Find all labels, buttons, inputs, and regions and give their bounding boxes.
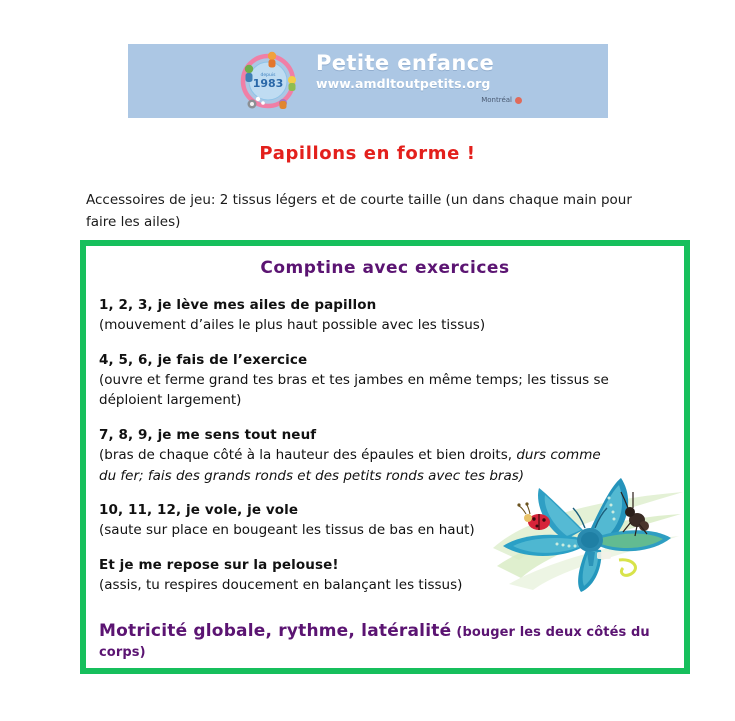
site-banner: [128, 44, 608, 118]
skills-footer-strong: Motricité globale, rythme, latéralité: [99, 621, 452, 641]
rhyme-box: [80, 240, 690, 674]
verse-item: [99, 426, 674, 486]
verse-title: 10, 11, 12, je vole, je vole: [99, 502, 299, 519]
logo-figure-orange: [268, 52, 276, 68]
verse-item: [99, 556, 674, 596]
logo-figure-grey: [248, 100, 257, 109]
svg-text:depuis: depuis: [260, 73, 276, 78]
verse-body-text: (ouvre et ferme grand tes bras et tes jambes en même temps; les tissus se déploient largement): [99, 371, 609, 409]
verse-body-text: (bras de chaque côté à la hauteur des épaules et bien droits,: [99, 447, 517, 464]
logo-year-text: 1983: [252, 77, 284, 90]
verse-body-text: (assis, tu respires doucement en balançant les tissus): [99, 576, 463, 593]
brand-url[interactable]: www.amdltoutpetits.org: [316, 76, 491, 92]
verse-body: [99, 520, 619, 541]
verse-body: [99, 370, 619, 411]
city-block: [481, 96, 522, 104]
verse-list: [86, 296, 684, 595]
verse-item: [99, 351, 674, 411]
rhyme-box-heading: Comptine avec exercices: [260, 258, 510, 278]
verse-body-emphasis: durs comme du fer; fais des grands ronds et des petits ronds avec tes bras): [99, 447, 601, 484]
verse-body-text: (mouvement d’ailes le plus haut possible avec les tissus): [99, 317, 486, 334]
verse-title: 4, 5, 6, je fais de l’exercice: [99, 351, 308, 368]
banner-inner: [128, 44, 608, 118]
verse-title: Et je me repose sur la pelouse!: [99, 556, 339, 573]
brand-block: [316, 52, 576, 91]
verse-title: 1, 2, 3, je lève mes ailes de papillon: [99, 297, 377, 313]
verse-body: [99, 575, 619, 596]
brand-title: Petite enfance: [316, 51, 495, 75]
page-title: Papillons en forme !: [259, 143, 476, 164]
skills-footer: [99, 621, 676, 660]
verse-body: [99, 315, 619, 336]
verse-title: 7, 8, 9, je me sens tout neuf: [99, 426, 317, 443]
montreal-emblem-icon: [515, 97, 522, 104]
accessories-paragraph: Accessoires de jeu: 2 tissus légers et de courte taille (un dans chaque main pour faire les ailes): [86, 192, 632, 230]
verse-item: [99, 501, 674, 541]
logo-figure-purple: [279, 99, 287, 109]
verse-body-text: (saute sur place en bougeant les tissus de bas en haut): [99, 522, 475, 539]
verse-body: [99, 445, 619, 486]
amdl-logo-icon: [236, 49, 300, 113]
city-label: Montréal: [481, 96, 512, 104]
verse-item: [99, 296, 674, 336]
skills-footer-note: (bouger les deux côtés du corps): [99, 625, 650, 660]
